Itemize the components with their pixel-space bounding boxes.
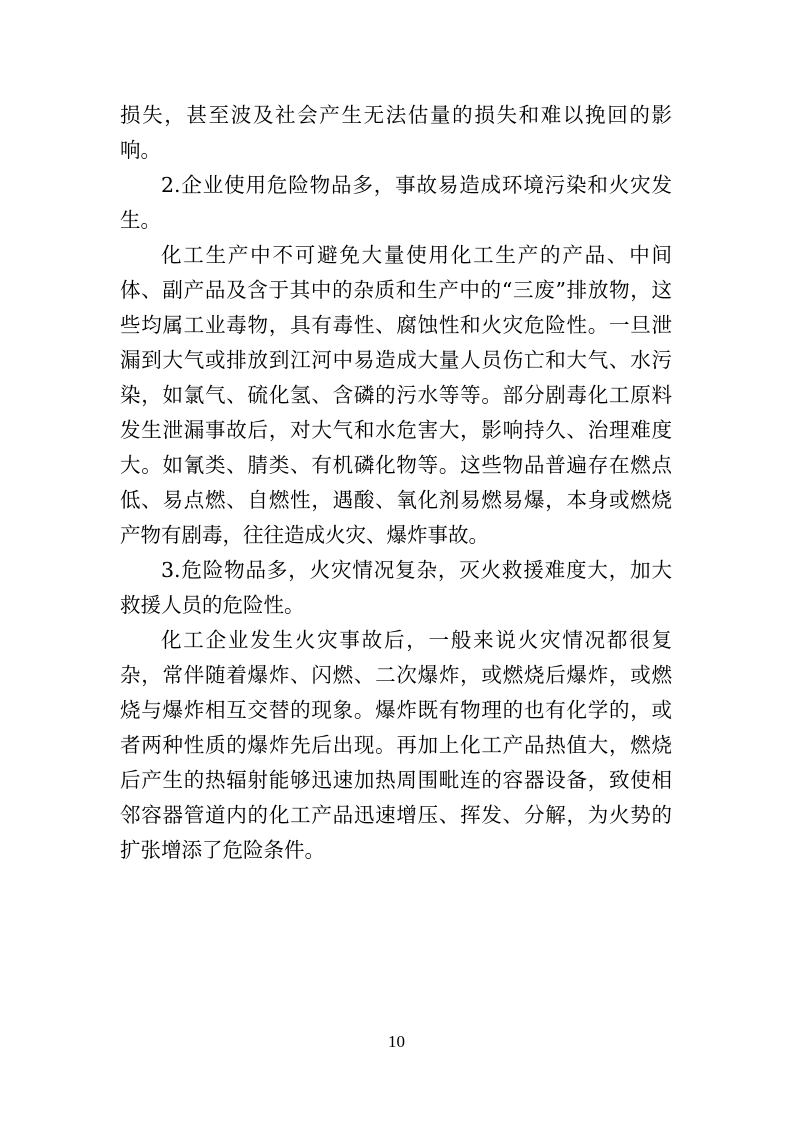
paragraph-toxic-materials: 化工生产中不可避免大量使用化工生产的产品、中间体、副产品及含于其中的杂质和生产中的“三废”排放物，这些均属工业毒物，具有毒性、腐蚀性和火灾危险性。一旦泄漏到大气或排放到江河中易造成大量人员伤亡和大气、水污染，如氯气、硫化氢、含磷的污水等等。部分剧毒化工原料发生泄漏事故后，对大气和水危害大，影响持久、治理难度大。如氰类、腈类、有机磷化物等。这些物品普遍存在燃点低、易点燃、自燃性，遇酸、氧化剂易燃易爆，本身或燃烧产物有剧毒，往往造成火灾、爆炸事故。 — [120, 243, 672, 547]
paragraph-fire-complexity: 化工企业发生火灾事故后，一般来说火灾情况都很复杂，常伴随着爆炸、闪燃、二次爆炸，或燃烧后爆炸，或燃烧与爆炸相互交替的现象。爆炸既有物理的也有化学的，或者两种性质的爆炸先后出现。再加上化工产品热值大，燃烧后产生的热辐射能够迅速加热周围毗连的容器设备，致使相邻容器管道内的化工产品迅速增压、挥发、分解，为火势的扩张增添了危险条件。 — [120, 628, 672, 862]
list-item-heading-3: 3.危险物品多，火灾情况复杂，灭火救援难度大，加大救援人员的危险性。 — [120, 558, 672, 617]
list-item-heading-2: 2.企业使用危险物品多，事故易造成环境污染和火灾发生。 — [120, 173, 672, 232]
page-number: 10 — [388, 1032, 405, 1051]
paragraph-continuation: 损失，甚至波及社会产生无法估量的损失和难以挽回的影响。 — [120, 103, 672, 162]
document-body — [120, 98, 672, 868]
